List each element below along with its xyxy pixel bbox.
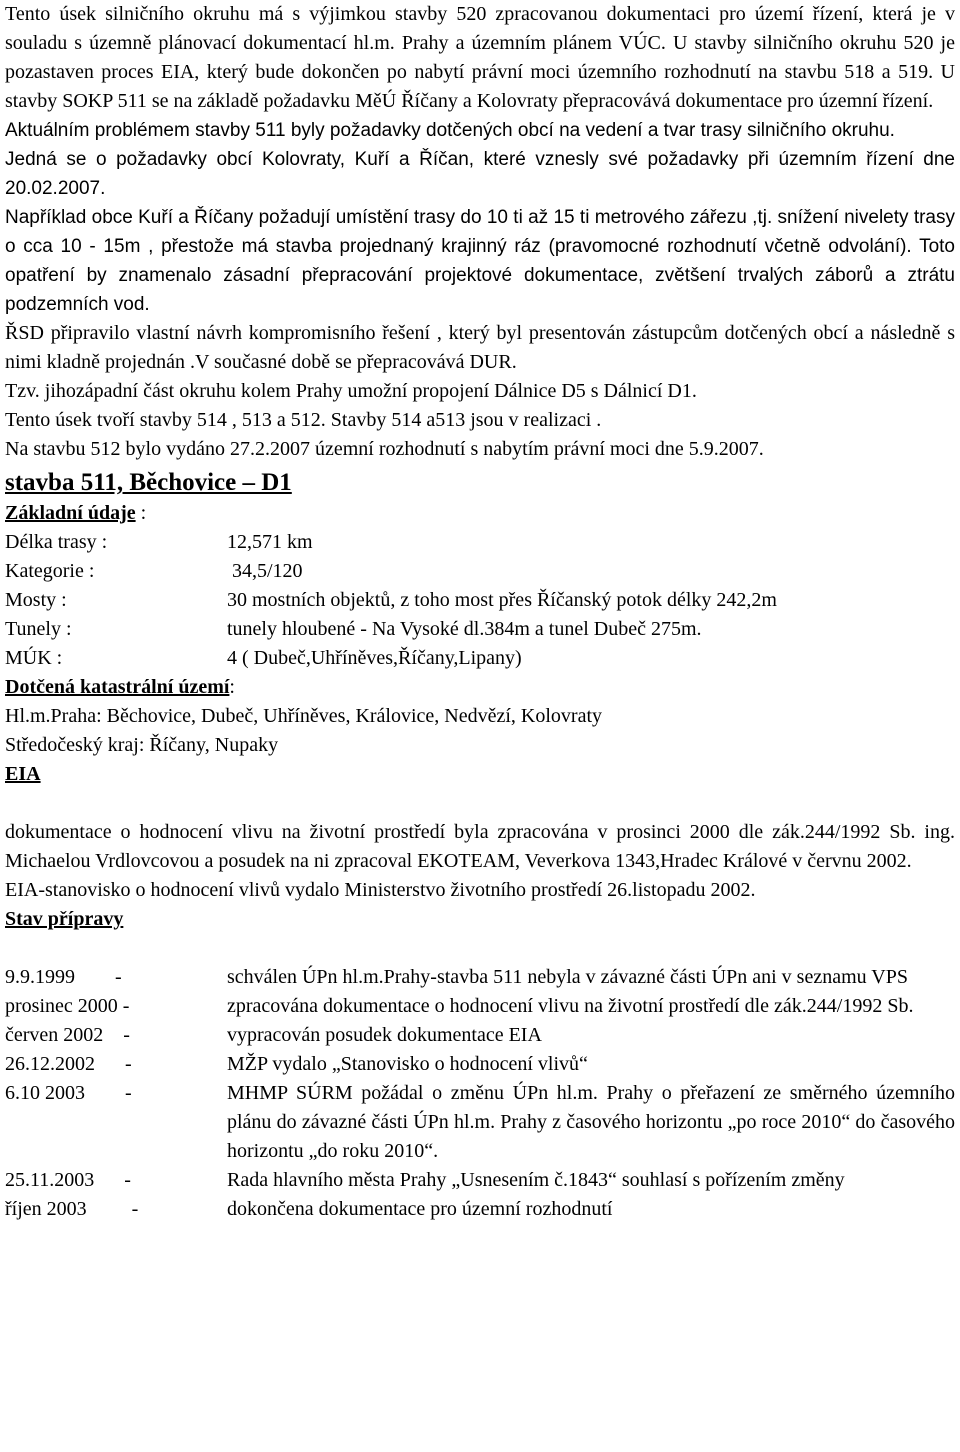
status-text: MHMP SÚRM požádal o změnu ÚPn hl.m. Prahy o přeřazení ze směrného územního plánu do závazné části ÚPn hl.m. Prahy z časového horizontu „po roce 2010“ do časového horizontu „do roku 2010“. [227, 1082, 955, 1162]
document-page [5, 0, 955, 1224]
basic-row-category [5, 557, 955, 586]
cadastral-colon: : [229, 676, 235, 698]
status-date: 26.12.2002 - [5, 1053, 132, 1075]
status-item [5, 1021, 955, 1050]
southwest-paragraph: Tzv. jihozápadní část okruhu kolem Prahy umožní propojení Dálnice D5 s Dálnicí D1. [5, 380, 697, 402]
cadastral-title: Dotčená katastrální území [5, 676, 230, 698]
basic-row-interchanges [5, 644, 955, 673]
spacer [5, 789, 955, 818]
interchanges-label: MÚK : [5, 647, 63, 669]
problem-paragraph: Aktuálním problémem stavby 511 byly požadavky dotčených obcí na vedení a tvar trasy silničního okruhu. [5, 120, 895, 141]
rsd-paragraph: ŘSD připravilo vlastní návrh kompromisního řešení , který byl presentován zástupcům dotčených obcí a následně s nimi kladně projednán .V současné době se přepracovává DUR. [5, 322, 955, 373]
length-value: 12,571 km [227, 531, 313, 553]
permit-paragraph: Na stavbu 512 bylo vydáno 27.2.2007 územní rozhodnutí s nabytím právní moci dne 5.9.2007. [5, 438, 764, 460]
bridges-label: Mosty : [5, 589, 67, 611]
status-text: zpracována dokumentace o hodnocení vlivu na životní prostředí dle zák.244/1992 Sb. [227, 995, 914, 1017]
status-text: vypracován posudek dokumentace EIA [227, 1024, 542, 1046]
basic-data-title: Základní údaje [5, 502, 136, 524]
cadastral-prague: Hl.m.Praha: Běchovice, Dubeč, Uhříněves, Královice, Nedvězí, Kolovraty [5, 705, 603, 727]
status-date: červen 2002 - [5, 1024, 130, 1046]
basic-row-bridges [5, 586, 955, 615]
intro-paragraph [5, 0, 955, 116]
status-item [5, 1166, 955, 1195]
status-date: 6.10 2003 - [5, 1082, 132, 1104]
construction-heading: stavba 511, Běchovice – D1 [5, 469, 292, 496]
eia-opinion-paragraph: EIA-stanovisko o hodnocení vlivů vydalo Ministerstvo životního prostředí 26.listopadu 2002. [5, 879, 756, 901]
example-paragraph: Například obce Kuří a Říčany požadují umístění trasy do 10 ti až 15 ti metrového zářezu ,tj. snížení nivelety trasy o cca 10 - 15m , přestože má stavba projednaný krajinný ráz (pravomocné rozhodnutí včetně odvolání). Toto opatření by znamenalo zásadní přepracování projektové dokumentace, zvětšení trvalých záborů a ztrátu podzemních vod. [5, 207, 955, 315]
status-date: prosinec 2000 - [5, 995, 130, 1017]
status-item [5, 1079, 955, 1166]
status-text: MŽP vydalo „Stanovisko o hodnocení vlivů“ [227, 1053, 588, 1075]
section-paragraph: Tento úsek tvoří stavby 514 , 513 a 512. Stavby 514 a513 jsou v realizaci . [5, 409, 602, 431]
status-title-line [5, 905, 955, 934]
interchanges-value: 4 ( Dubeč,Uhříněves,Říčany,Lipany) [227, 647, 522, 669]
tunnels-label: Tunely : [5, 618, 72, 640]
status-item [5, 1195, 955, 1224]
intro-text-1: Tento úsek silničního okruhu má s výjimkou stavby 520 zpracovanou dokumentaci pro území řízení, která je v souladu s územně plánovací dokumentací hl.m. Prahy a územním plánem VÚC. U stavby silničního okruhu 520 je pozastaven proces EIA, který bude dokončen po nabytí právní moci územního rozhodnutí na stavbu 518 a 519. U stavby SOKP 511 se na základě požadavku MěÚ Říčany a Kolovraty přepracovává dokumentace pro územní řízení. [5, 3, 955, 112]
status-date: říjen 2003 - [5, 1198, 139, 1220]
status-title: Stav přípravy [5, 908, 124, 930]
basic-data-title-line [5, 499, 955, 528]
basic-data-colon: : [135, 502, 147, 524]
status-text: dokončena dokumentace pro územní rozhodnutí [227, 1198, 613, 1220]
category-value: 34,5/120 [227, 560, 303, 582]
cadastral-title-line [5, 673, 955, 702]
eia-title: EIA [5, 763, 41, 785]
eia-title-line [5, 760, 955, 789]
status-item [5, 1050, 955, 1079]
status-text: schválen ÚPn hl.m.Prahy-stavba 511 nebyla v závazné části ÚPn ani v seznamu VPS [227, 966, 908, 988]
length-label: Délka trasy : [5, 531, 108, 553]
status-text: Rada hlavního města Prahy „Usnesením č.1843“ souhlasí s pořízením změny [227, 1169, 845, 1191]
spacer [5, 934, 955, 963]
status-date: 25.11.2003 - [5, 1169, 131, 1191]
bridges-value: 30 mostních objektů, z toho most přes Říčanský potok délky 242,2m [227, 589, 777, 611]
status-date: 9.9.1999 - [5, 966, 122, 988]
cadastral-central-bohemia: Středočeský kraj: Říčany, Nupaky [5, 734, 279, 756]
eia-paragraph: dokumentace o hodnocení vlivu na životní prostředí byla zpracována v prosinci 2000 dle zák.244/1992 Sb. ing. Michaelou Vrdlovcovou a posudek na ni zpracoval EKOTEAM, Veverkova 1343,Hradec Králové v červnu 2002. [5, 821, 955, 872]
tunnels-value: tunely hloubené - Na Vysoké dl.384m a tunel Dubeč 275m. [227, 618, 702, 640]
status-item [5, 963, 955, 992]
category-label: Kategorie : [5, 560, 95, 582]
requests-paragraph: Jedná se o požadavky obcí Kolovraty, Kuří a Říčan, které vznesly své požadavky při územním řízení dne 20.02.2007. [5, 149, 955, 199]
status-item [5, 992, 955, 1021]
basic-row-length [5, 528, 955, 557]
basic-row-tunnels [5, 615, 955, 644]
